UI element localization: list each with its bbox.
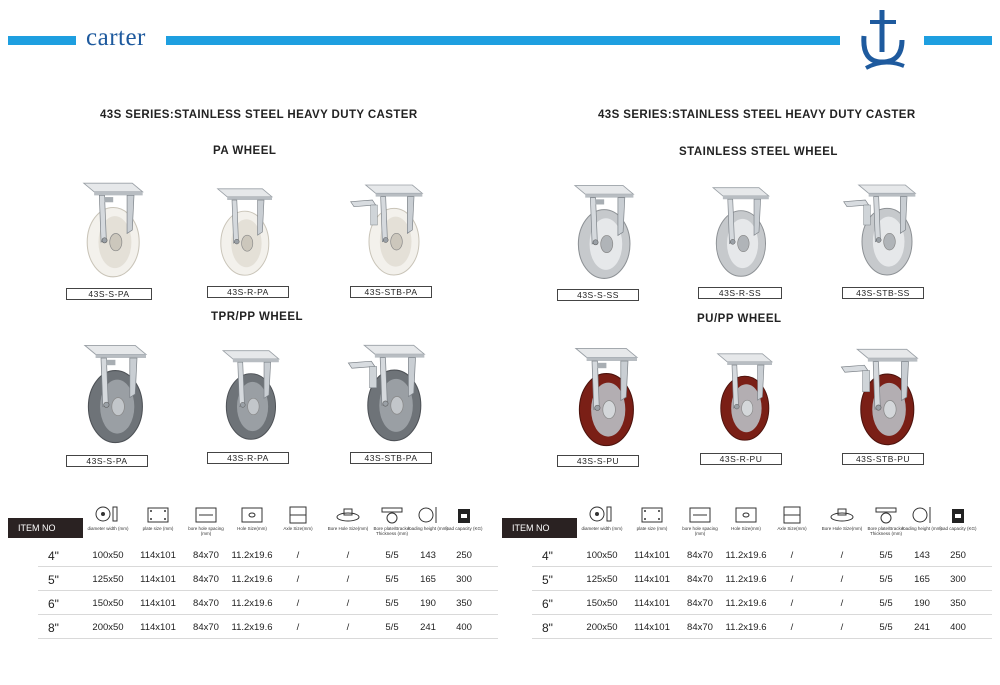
table-cell: 400 [456, 622, 472, 633]
caster-stb-ss-image [828, 180, 936, 280]
wheel-size: 6" [48, 597, 59, 611]
table-cell: / [790, 574, 794, 585]
header-bar-middle [166, 36, 840, 45]
table-cell: / [840, 598, 844, 609]
table-cell: 125x50 [92, 574, 124, 585]
spec-table-right [502, 505, 992, 641]
model-label: 43S-R-PA [207, 286, 289, 298]
table-cell: 11.2x19.6 [231, 598, 273, 609]
table-cell: 114x101 [634, 622, 670, 633]
table-cell: 84x70 [687, 622, 713, 633]
table-cell: / [296, 598, 300, 609]
row-divider [38, 614, 498, 615]
column-header [275, 505, 321, 531]
column-header-label: Axle Size(mm) [283, 526, 313, 531]
table-header [8, 505, 498, 545]
wheel-size: 5" [542, 573, 553, 587]
table-cell: 5/5 [385, 550, 399, 561]
brand-logo-icon [856, 6, 908, 70]
caster-s-tpr-image [65, 338, 155, 450]
table-cell: 5/5 [385, 622, 399, 633]
table-cell: 400 [950, 622, 966, 633]
caster-r-ss-image [695, 182, 777, 282]
table-row [8, 593, 498, 617]
model-label: 43S-STB-PU [842, 453, 924, 465]
table-cell: 165 [914, 574, 930, 585]
header-bar-left [8, 36, 76, 45]
column-header-label: Bore plate/Bracket Thickness (mm) [867, 526, 905, 536]
table-cell: 5/5 [879, 550, 893, 561]
loading-height-icon [414, 505, 442, 525]
model-label: 43S-S-PA [66, 288, 152, 300]
table-cell: 200x50 [586, 622, 618, 633]
row-divider [532, 638, 992, 639]
brand-name: carter [86, 24, 146, 51]
row-divider [38, 638, 498, 639]
caster-s-pa-image [60, 178, 156, 282]
table-cell: 11.2x19.6 [231, 622, 273, 633]
table-cell: 114x101 [140, 574, 176, 585]
table-cell: 143 [420, 550, 436, 561]
column-header-label: Hole Size(mm) [731, 526, 761, 531]
table-cell: 241 [914, 622, 930, 633]
plate-thickness-icon [378, 505, 406, 525]
table-cell: 200x50 [92, 622, 124, 633]
table-cell: / [790, 622, 794, 633]
table-cell: 350 [950, 598, 966, 609]
table-cell: 100x50 [586, 550, 618, 561]
caster-s-pu-image [556, 342, 646, 452]
caster-stb-pa-image [333, 180, 445, 280]
table-cell: 114x101 [634, 574, 670, 585]
table-cell: / [346, 550, 350, 561]
table-header [502, 505, 992, 545]
row-divider [532, 590, 992, 591]
row-divider [532, 614, 992, 615]
table-cell: 11.2x19.6 [725, 574, 767, 585]
table-cell: 241 [420, 622, 436, 633]
table-row [8, 569, 498, 593]
table-cell: 190 [914, 598, 930, 609]
column-header-label: diameter width (mm) [581, 526, 623, 531]
table-row [502, 593, 992, 617]
caster-stb-pu-image [828, 344, 936, 450]
table-cell: 5/5 [385, 574, 399, 585]
table-cell: 150x50 [586, 598, 618, 609]
spec-table-left [8, 505, 498, 641]
table-cell: / [346, 574, 350, 585]
wheel-size: 8" [48, 621, 59, 635]
column-header [769, 505, 815, 531]
column-header-label: load capacity (KG) [939, 526, 977, 531]
model-label: 43S-S-PA [66, 455, 148, 467]
table-cell: 150x50 [92, 598, 124, 609]
table-cell: / [296, 622, 300, 633]
weight-icon [450, 505, 478, 525]
table-cell: / [790, 550, 794, 561]
series-title-right: 43S SERIES:STAINLESS STEEL HEAVY DUTY CASTER [598, 109, 916, 121]
hole-size-icon [732, 505, 760, 525]
column-header-label: plate size (mm) [636, 526, 668, 531]
row-divider [38, 566, 498, 567]
table-cell: 5/5 [879, 574, 893, 585]
column-header [579, 505, 625, 531]
model-label: 43S-STB-PA [350, 452, 432, 464]
table-cell: 84x70 [193, 550, 219, 561]
wheel-size: 5" [48, 573, 59, 587]
table-cell: 114x101 [634, 550, 670, 561]
table-cell: 143 [914, 550, 930, 561]
item-no-header: ITEM NO [8, 518, 83, 538]
group-title-pu-wheel: PU/PP WHEEL [697, 313, 782, 325]
caster-r-pu-image [700, 344, 780, 450]
axle-icon [284, 505, 312, 525]
caster-r-tpr-image [205, 342, 287, 448]
axle-icon [778, 505, 806, 525]
column-header-label: Bore plate/Bracket Thickness (mm) [373, 526, 411, 536]
table-cell: 114x101 [634, 598, 670, 609]
table-row [8, 617, 498, 641]
column-header-label: diameter width (mm) [87, 526, 129, 531]
table-cell: 11.2x19.6 [725, 622, 767, 633]
wheel-size: 8" [542, 621, 553, 635]
wheel-dimension-icon [588, 505, 616, 525]
column-header [325, 505, 371, 531]
table-cell: 125x50 [586, 574, 618, 585]
series-title-left: 43S SERIES:STAINLESS STEEL HEAVY DUTY CASTER [100, 109, 418, 121]
table-cell: 114x101 [140, 598, 176, 609]
table-cell: 84x70 [687, 574, 713, 585]
bore-spacing-icon [686, 505, 714, 525]
table-cell: 114x101 [140, 550, 176, 561]
column-header [85, 505, 131, 531]
column-header [677, 505, 723, 536]
wheel-dimension-icon [94, 505, 122, 525]
loading-height-icon [908, 505, 936, 525]
column-header-label: loading height (mm) [408, 526, 448, 531]
weight-icon [944, 505, 972, 525]
table-cell: / [296, 574, 300, 585]
column-header [441, 505, 487, 531]
column-header [723, 505, 769, 531]
table-cell: 84x70 [687, 598, 713, 609]
column-header-label: bore hole spacing (mm) [188, 526, 224, 536]
table-cell: 250 [456, 550, 472, 561]
row-divider [38, 590, 498, 591]
table-cell: 11.2x19.6 [725, 598, 767, 609]
caster-stb-tpr-image [333, 340, 445, 446]
bore-hole-icon [334, 505, 362, 525]
table-cell: 11.2x19.6 [725, 550, 767, 561]
caster-r-pa-image [200, 182, 280, 282]
table-cell: 350 [456, 598, 472, 609]
column-header [935, 505, 981, 531]
table-cell: 11.2x19.6 [231, 574, 273, 585]
column-header-label: Hole Size(mm) [237, 526, 267, 531]
column-header-label: Axle Size(mm) [777, 526, 807, 531]
table-cell: 84x70 [193, 574, 219, 585]
column-header-label: bore hole spacing (mm) [682, 526, 718, 536]
table-cell: / [840, 622, 844, 633]
column-header-label: plate size (mm) [142, 526, 174, 531]
header-bar-right [924, 36, 992, 45]
table-cell: / [346, 598, 350, 609]
caster-s-ss-image [556, 180, 642, 284]
table-cell: 11.2x19.6 [231, 550, 273, 561]
column-header [135, 505, 181, 531]
table-cell: 84x70 [193, 622, 219, 633]
table-cell: 190 [420, 598, 436, 609]
group-title-pa-wheel: PA WHEEL [213, 145, 277, 157]
table-cell: / [296, 550, 300, 561]
table-cell: / [840, 550, 844, 561]
hole-size-icon [238, 505, 266, 525]
table-row [502, 569, 992, 593]
model-label: 43S-S-PU [557, 455, 639, 467]
model-label: 43S-STB-SS [842, 287, 924, 299]
plate-size-icon [638, 505, 666, 525]
column-header-label: loading height (mm) [902, 526, 942, 531]
model-label: 43S-R-PA [207, 452, 289, 464]
table-cell: 300 [456, 574, 472, 585]
plate-thickness-icon [872, 505, 900, 525]
model-label: 43S-R-SS [698, 287, 782, 299]
plate-size-icon [144, 505, 172, 525]
bore-hole-icon [828, 505, 856, 525]
column-header-label: Bore Hole Size(mm) [821, 526, 863, 531]
table-cell: / [840, 574, 844, 585]
table-cell: 114x101 [140, 622, 176, 633]
column-header [629, 505, 675, 531]
table-cell: 5/5 [879, 622, 893, 633]
table-cell: 5/5 [385, 598, 399, 609]
table-cell: 100x50 [92, 550, 124, 561]
column-header [183, 505, 229, 536]
column-header [819, 505, 865, 531]
table-cell: 84x70 [687, 550, 713, 561]
wheel-size: 4" [542, 549, 553, 563]
table-cell: / [346, 622, 350, 633]
row-divider [532, 566, 992, 567]
model-label: 43S-R-PU [700, 453, 782, 465]
group-title-tpr-wheel: TPR/PP WHEEL [211, 311, 304, 323]
column-header [229, 505, 275, 531]
table-row [8, 545, 498, 569]
item-no-header: ITEM NO [502, 518, 577, 538]
wheel-size: 4" [48, 549, 59, 563]
column-header-label: load capacity (KG) [445, 526, 483, 531]
column-header-label: Bore Hole Size(mm) [327, 526, 369, 531]
table-cell: / [790, 598, 794, 609]
bore-spacing-icon [192, 505, 220, 525]
group-title-stainless-wheel: STAINLESS STEEL WHEEL [679, 146, 838, 158]
model-label: 43S-S-SS [557, 289, 639, 301]
table-row [502, 545, 992, 569]
table-cell: 165 [420, 574, 436, 585]
table-cell: 84x70 [193, 598, 219, 609]
table-cell: 250 [950, 550, 966, 561]
table-cell: 5/5 [879, 598, 893, 609]
table-cell: 300 [950, 574, 966, 585]
table-row [502, 617, 992, 641]
wheel-size: 6" [542, 597, 553, 611]
model-label: 43S-STB-PA [350, 286, 432, 298]
